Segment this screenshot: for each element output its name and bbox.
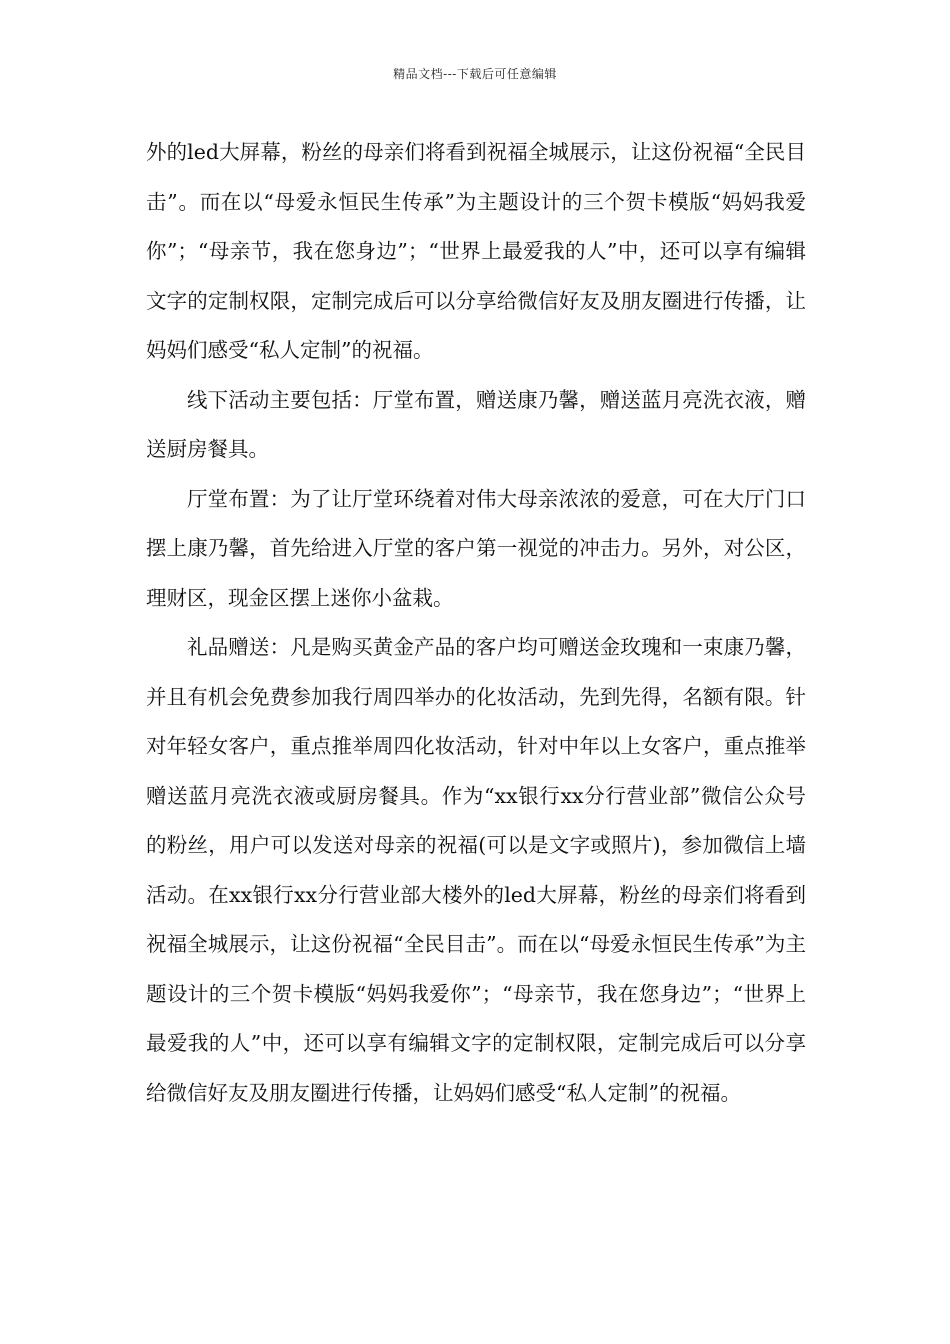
paragraph-hall-decoration: 厅堂布置：为了让厅堂环绕着对伟大母亲浓浓的爱意，可在大厅门口摆上康乃馨，首先给进入厅堂的客户第一视觉的冲击力。另外，对公区，理财区，现金区摆上迷你小盆栽。 (146, 486, 806, 610)
page-header: 精品文档---下载后可任意编辑 (393, 67, 557, 81)
paragraph-offline-activities: 线下活动主要包括：厅堂布置，赠送康乃馨，赠送蓝月亮洗衣液，赠送厨房餐具。 (146, 387, 806, 461)
paragraph-gift-giving: 礼品赠送：凡是购买黄金产品的客户均可赠送金玫瑰和一束康乃馨，并且有机会免费参加我行周四举办的化妆活动，先到先得，名额有限。针对年轻女客户，重点推举周四化妆活动，针对中年以上女客户，重点推举赠送蓝月亮洗衣液或厨房餐具。作为“xx银行xx分行营业部”微信公众号的粉丝，用户可以发送对母亲的祝福(可以是文字或照片)，参加微信上墙活动。在xx银行xx分行营业部大楼外的led大屏幕，粉丝的母亲们将看到祝福全城展示，让这份祝福“全民目击”。而在以“母爱永恒民生传承”为主题设计的三个贺卡模版“妈妈我爱你”；“母亲节，我在您身边”；“世界上最爱我的人”中，还可以享有编辑文字的定制权限，定制完成后可以分享给微信好友及朋友圈进行传播，让妈妈们感受“私人定制”的祝福。 (146, 635, 806, 1105)
document-body (146, 128, 806, 1118)
paragraph-continued: 外的led大屏幕，粉丝的母亲们将看到祝福全城展示，让这份祝福“全民目击”。而在以“母爱永恒民生传承”为主题设计的三个贺卡模版“妈妈我爱你”；“母亲节，我在您身边”；“世界上最爱我的人”中，还可以享有编辑文字的定制权限，定制完成后可以分享给微信好友及朋友圈进行传播，让妈妈们感受“私人定制”的祝福。 (146, 140, 806, 362)
